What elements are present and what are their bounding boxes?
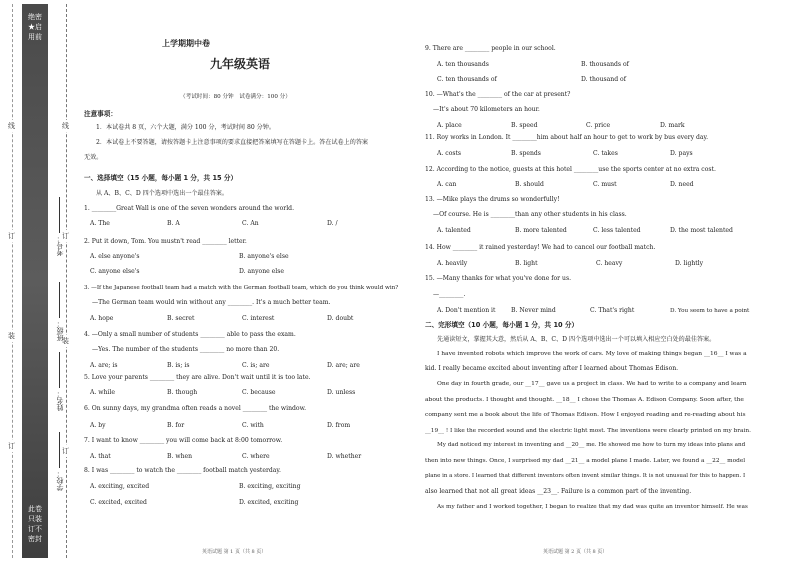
notice-item: 1．本试卷共 8 页，六个大题，满分 100 分，考试时间 80 分钟。 <box>96 124 275 131</box>
option[interactable]: A. are; is <box>90 362 118 369</box>
passage-line: company sent me a book about the life of Thomas Edison. How I enjoyed reading and re-reading about his <box>425 411 746 418</box>
option[interactable]: A. Don't mention it <box>437 307 496 314</box>
option[interactable]: D. unless <box>327 389 356 396</box>
page-footer-left: 英语试题 第 1 页（共 8 页） <box>202 549 267 555</box>
question-14-stem: 14. How ________ it rained yesterday! We had to cancel our football match. <box>425 244 656 251</box>
option[interactable]: A. ten thousands <box>437 61 489 68</box>
option[interactable]: C. because <box>242 389 276 396</box>
cut-word: 线 <box>8 122 15 130</box>
option[interactable]: A. talented <box>437 227 471 234</box>
question-1-stem: 1. ________Great Wall is one of the seven wonders around the world. <box>84 205 295 212</box>
passage-line: __19__ ! I like the recorded sound and the electric light most. The inventions were clearly printed on my brain. <box>425 428 751 434</box>
passage-line: One day in fourth grade, our __17__ gave us a project in class. We had to write to a company and learn <box>437 380 747 387</box>
passage-line: As my father and I worked together, I began to realize that my dad was quite an inventor himself. He was <box>437 504 748 510</box>
option[interactable]: D. need <box>670 181 694 188</box>
class-field[interactable]: 班级： <box>55 280 65 341</box>
option[interactable]: A. else anyone's <box>90 253 140 260</box>
question-15-stem-2: —________. <box>433 291 466 298</box>
section-1-title: 一、选择填空（15 小题，每小题 1 分，共 15 分） <box>84 174 238 182</box>
question-15-stem: 15. —Many thanks for what you've done for us. <box>425 275 572 282</box>
option[interactable]: D. lightly <box>675 260 704 267</box>
outer-cut-line <box>12 4 13 558</box>
option[interactable]: D. the most talented <box>670 227 733 234</box>
option[interactable]: B. should <box>515 181 544 188</box>
section-1-instruction: 从 A、B、C、D 四个选项中选出一个最佳答案。 <box>96 190 228 197</box>
passage-line: kid. I really became excited about inventing after I learned about Thomas Edison. <box>425 365 679 372</box>
notice-item: 2．本试卷上不要答题，请按答题卡上注意事项的要求直接把答案填写在答题卡上。答在试卷上的答案 <box>96 139 369 146</box>
option[interactable]: B. exciting, exciting <box>239 483 301 490</box>
notice-item: 无效。 <box>84 154 103 161</box>
option[interactable]: B. for <box>167 422 185 429</box>
passage-line: about the products. I thought and thought. __18__ I chose the Thomas A. Edison Company. Soon after, the <box>425 396 744 403</box>
option[interactable]: A. hope <box>90 315 114 322</box>
option[interactable]: B. light <box>515 260 538 267</box>
option[interactable]: B. anyone's else <box>239 253 289 260</box>
option[interactable]: C. less talented <box>593 227 641 234</box>
passage-line: I have invented robots which improve the work of cars. My love of making things began __16__ I was a <box>437 350 747 357</box>
cut-word: 订 <box>62 232 69 240</box>
option[interactable]: A. The <box>90 220 110 227</box>
passage-line: My dad noticed my interest in inventing and __20__ me. He showed me how to turn my ideas into plans and <box>437 442 746 448</box>
term-label: 上学期期中卷 <box>162 39 210 48</box>
option[interactable]: A. costs <box>437 150 462 157</box>
option[interactable]: D. pays <box>670 150 693 157</box>
section-2-instruction: 先通读短文，掌握其大意，然后从 A、B、C、D 四个选项中选出一个可以填入相应空白处的最佳答案。 <box>437 336 716 343</box>
option[interactable]: B. speed <box>511 122 538 129</box>
gray-binding-bar <box>22 4 48 558</box>
question-3-stem: 3. —If the Japanese football team had a match with the German football team, which do you think would win? <box>84 285 399 291</box>
option[interactable]: C. An <box>242 220 259 227</box>
option[interactable]: B. thousands of <box>581 61 629 68</box>
option[interactable]: C. takes <box>593 150 618 157</box>
passage-line: then into new things. Once, I surprised my dad __21__ a model plane I made. Later, we found a __22__ model <box>425 458 746 464</box>
question-8-stem: 8. I was ________ to watch the ________ football match yesterday. <box>84 467 281 474</box>
cut-word: 线 <box>62 122 69 130</box>
question-13-stem-2: —Of course. He is ________than any other students in his class. <box>433 211 627 218</box>
option[interactable]: B. secret <box>167 315 195 322</box>
option[interactable]: D. doubt <box>327 315 354 322</box>
option[interactable]: B. spends <box>511 150 541 157</box>
question-12-stem: 12. According to the notice, guests at this hotel ________use the sports center at no extra cost. <box>425 166 716 173</box>
option[interactable]: D. thousand of <box>581 76 626 83</box>
binding-bottom-label: 此卷只装订不密封 <box>28 505 42 543</box>
binding-top-label: 绝密★启用前 <box>28 13 42 41</box>
option[interactable]: C. excited, excited <box>90 499 147 506</box>
option[interactable]: A. that <box>90 453 111 460</box>
page-footer-right: 英语试题 第 2 页（共 8 页） <box>543 549 608 555</box>
option[interactable]: D. mark <box>660 122 685 129</box>
option[interactable]: B. is; is <box>167 362 190 369</box>
option[interactable]: C. price <box>586 122 611 129</box>
option[interactable]: B. A <box>167 220 180 227</box>
cut-word: 订 <box>62 447 69 455</box>
question-5-stem: 5. Love your parents ________ they are alive. Don't wait until it is too late. <box>84 374 311 381</box>
option[interactable]: A. while <box>90 389 115 396</box>
page-title: 九年级英语 <box>210 57 271 71</box>
option[interactable]: D. You seem to have a point <box>670 308 750 314</box>
binding-cut-line <box>66 4 67 558</box>
option[interactable]: C. must <box>593 181 617 188</box>
question-11-stem: 11. Roy works in London. It ________him about half an hour to get to work by bus every day. <box>425 134 709 141</box>
option[interactable]: A. by <box>90 422 106 429</box>
option[interactable]: A. place <box>437 122 462 129</box>
option[interactable]: D. excited, exciting <box>239 499 299 506</box>
cut-word: 装 <box>62 337 69 345</box>
question-13-stem: 13. —Mike plays the drums so wonderfully! <box>425 196 560 203</box>
question-4-stem: 4. —Only a small number of students ________ able to pass the exam. <box>84 331 296 338</box>
option[interactable]: B. though <box>167 389 198 396</box>
school-field[interactable]: 学校： <box>55 430 65 491</box>
option[interactable]: D. from <box>327 422 351 429</box>
question-3-stem-2: —The German team would win without any ________. It's a much better team. <box>92 299 331 306</box>
exam-number-field[interactable]: 考号： <box>55 195 65 256</box>
option[interactable]: C. interest <box>242 315 275 322</box>
option[interactable]: A. heavily <box>437 260 468 267</box>
passage-line: plane in a store. I learned that different inventors often invent similar things. It is not unusual for this to happen. I <box>425 473 746 479</box>
question-10-stem-2: —It's about 70 kilometers an hour. <box>433 106 540 113</box>
passage-line: also learned that not all great ideas __23__. Failure is a common part of the inventing. <box>425 488 692 495</box>
option[interactable]: A. exciting, excited <box>90 483 150 490</box>
question-6-stem: 6. On sunny days, my grandma often reads a novel ________ the window. <box>84 405 307 412</box>
cut-word: 装 <box>8 332 15 340</box>
question-7-stem: 7. I want to know ________ you will come back at 8:00 tomorrow. <box>84 437 283 444</box>
option[interactable]: C. heavy <box>596 260 623 267</box>
option[interactable]: C. anyone else's <box>90 268 140 275</box>
section-2-title: 二、完形填空（10 小题，每小题 1 分，共 10 分） <box>425 321 579 329</box>
binding-strip <box>0 0 78 562</box>
option[interactable]: B. when <box>167 453 193 460</box>
option[interactable]: C. is; are <box>242 362 270 369</box>
option[interactable]: B. more talented <box>515 227 567 234</box>
cut-word: 订 <box>8 232 15 240</box>
question-2-stem: 2. Put it down, Tom. You mustn't read ________ letter. <box>84 238 247 245</box>
option[interactable]: C. where <box>242 453 270 460</box>
option[interactable]: C. ten thousands of <box>437 76 497 83</box>
question-10-stem: 10. —What's the ________ of the car at present? <box>425 91 571 98</box>
option[interactable]: D. whether <box>327 453 362 460</box>
notice-title: 注意事项： <box>84 110 117 118</box>
cut-word: 订 <box>8 442 15 450</box>
option[interactable]: C. That's right <box>590 307 635 314</box>
option[interactable]: D. are; are <box>327 362 360 369</box>
question-9-stem: 9. There are ________ people in our school. <box>425 45 556 52</box>
option[interactable]: B. Never mind <box>511 307 556 314</box>
option[interactable]: D. / <box>327 220 338 227</box>
option[interactable]: A. can <box>437 181 457 188</box>
option[interactable]: C. with <box>242 422 264 429</box>
option[interactable]: D. anyone else <box>239 268 284 275</box>
exam-info: （考试时间：80 分钟 试卷满分：100 分） <box>180 94 291 100</box>
question-4-stem-2: —Yes. The number of the students ________ no more than 20. <box>92 346 280 353</box>
name-field[interactable]: 姓名： <box>55 350 65 411</box>
